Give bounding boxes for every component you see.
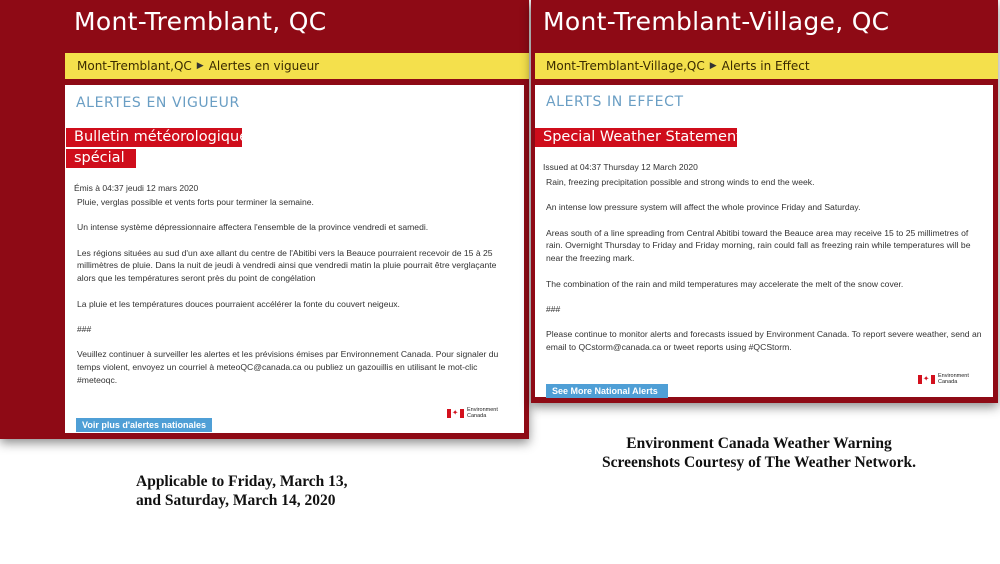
bulletin-paragraph: Pluie, verglas possible et vents forts pour terminer la semaine. [77,197,314,207]
bulletin-paragraph: An intense low pressure system will affect the whole province Friday and Saturday. [546,202,861,213]
applicable-dates-caption [136,472,348,510]
bulletin-title-line2: spécial [66,149,136,168]
section-heading: ALERTES EN VIGUEUR [76,95,240,111]
alert-content [65,85,524,433]
environment-canada-logo [447,407,498,419]
logo-text: Environment [467,407,498,413]
caption-line: and Saturday, March 14, 2020 [136,492,336,509]
bulletin-title-line1: Bulletin météorologique [66,128,242,147]
canada-flag-icon: ✦ [918,375,935,384]
bulletin-title: Special Weather Statement [535,128,737,147]
bulletin-paragraph: Les régions situées au sud d'un axe allant du centre de l'Abitibi vers la Beauce pourraient recevoir de 15 à 25 millimètres de pluie. Dans la nuit de jeudi à vendredi ainsi que vendredi matin la pluie pourrait être verglaçante alors que les températures seront près du point de congélation [77,247,497,284]
logo-text: Canada [938,379,958,385]
caption-line: Screenshots Courtesy of The Weather Network. [602,454,916,471]
issued-time: Issued at 04:37 Thursday 12 March 2020 [543,162,698,172]
caption-line: Applicable to Friday, March 13, [136,473,348,490]
logo-text: Canada [467,413,487,419]
more-national-alerts-button[interactable]: See More National Alerts [546,384,668,398]
breadcrumb-arrow-icon: ▶ [196,61,204,71]
bulletin-paragraph: Veuillez continuer à surveiller les alertes et les prévisions émises par Environnement Canada. Pour signaler du temps violent, envoyez un courriel à meteoQC@canada.ca ou publiez un gazouillis en utilisant le mot-clic #meteoqc. [77,349,499,385]
english-alert-panel [531,0,998,403]
issued-time: Émis à 04:37 jeudi 12 mars 2020 [74,183,199,193]
bulletin-paragraph: Rain, freezing precipitation possible and strong winds to end the week. [546,177,815,187]
bulletin-paragraph: The combination of the rain and mild temperatures may accelerate the melt of the snow cover. [546,278,904,289]
bulletin-paragraph: Un intense système dépressionnaire affectera l'ensemble de la province vendredi et samedi. [77,222,429,233]
caption-line: Environment Canada Weather Warning [626,435,892,452]
breadcrumb-location-link[interactable]: Mont-Tremblant-Village,QC [546,59,705,73]
logo-text: Environment [938,373,969,379]
bulletin-text [546,176,986,366]
city-title: Mont-Tremblant-Village, QC [543,7,890,36]
breadcrumb [65,53,529,79]
bulletin-text [77,196,512,399]
bulletin-paragraph: La pluie et les températures douces pourraient accélérer la fonte du couvert neigeux. [77,298,400,309]
city-title: Mont-Tremblant, QC [74,7,327,36]
bulletin-paragraph: ### [77,323,92,334]
canada-flag-icon: ✦ [447,409,464,418]
breadcrumb-arrow-icon: ▶ [709,61,717,71]
bulletin-paragraph: ### [546,303,561,314]
environment-canada-logo [918,373,969,385]
breadcrumb [535,53,998,79]
section-heading: ALERTS IN EFFECT [546,94,684,110]
french-alert-panel [0,0,529,439]
breadcrumb-location-link[interactable]: Mont-Tremblant,QC [77,59,192,73]
breadcrumb-current: Alertes en vigueur [208,59,320,73]
alert-content [535,85,993,397]
bulletin-paragraph: Please continue to monitor alerts and forecasts issued by Environment Canada. To report severe weather, send an email to QCstorm@canada.ca or tweet reports using #QCStorm. [546,329,982,353]
credit-caption [586,434,932,472]
bulletin-paragraph: Areas south of a line spreading from Central Abitibi toward the Beauce area may receive 15 to 25 millimetres of rain. Overnight Thursday to Friday and Friday morning, rain could fall as freezing rain while temperatures will be near the freezing mark. [546,227,971,264]
more-national-alerts-button[interactable]: Voir plus d'alertes nationales [76,418,212,432]
breadcrumb-current: Alerts in Effect [721,59,810,73]
